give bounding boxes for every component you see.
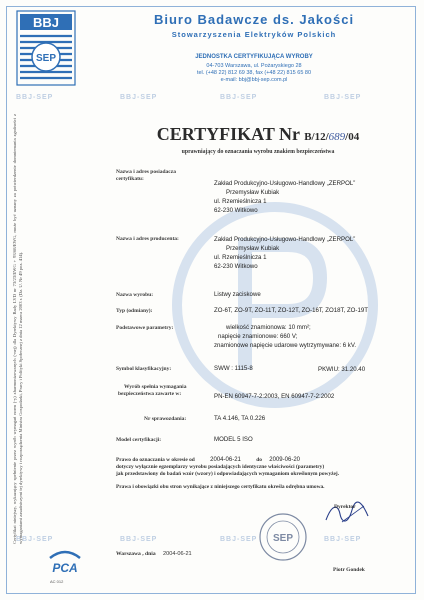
signature-label: Dyrektor [334, 504, 356, 510]
holder-line4: 62-230 Witkowo [214, 207, 258, 214]
stamp-text: SEP [272, 533, 294, 544]
model-value: MODEL 5 ISO [214, 436, 253, 443]
holder-value [214, 179, 355, 215]
requirements-value: PN-EN 60947-7-2:2003, EN 60947-7-2:2002 [214, 393, 335, 400]
watermark-text: BBJ-SEP [16, 536, 54, 543]
header-phone: tel. (+48 22) 812 69 38, fax (+48 22) 815 65 80 [196, 70, 312, 76]
logo-text: BBJ [32, 15, 60, 30]
place-date-label: Warszawa , dnia [116, 551, 156, 557]
legal-note: Certyfikat niniejszy, wykazujący spełnienie przez wyrób wymagań norm (-y) zharmonizowanych (-nej) dla Dyrektywy Rady LVD nr 73/23/EWG + 93/68/EWG, może być uznany za potwierdzenie domniemania zgodności z wymaganiami zasadniczymi tej dyrektywy i rozporządzenia Ministra Gospodarki, Pracy i Polityki Społecznej z dnia 12 marca 2003 r. (Dz. U. Nr 49 poz. 414). [12, 114, 24, 544]
holder-label-line1: Nazwa i adres posiadacza [116, 169, 176, 175]
place-date [116, 551, 192, 557]
signer-name: Piotr Gondek [333, 567, 365, 573]
watermark-text: BBJ-SEP [324, 536, 362, 543]
validity-paragraph [116, 457, 406, 491]
watermark-text: BBJ-SEP [220, 94, 258, 101]
holder-line3: ul. Rzemieślnicza 1 [214, 198, 267, 205]
product-name-label: Nazwa wyrobu: [116, 292, 154, 298]
product-param1: wielkość znamionowa: 10 mm²; [226, 324, 311, 331]
requirements-label [118, 384, 187, 398]
validity-to: 2009-06-20 [269, 457, 300, 463]
validity-text4: jak przedstawiony do badań wzór (wzory) i odpowiadających wymaganiom określonym powyżej. [116, 471, 340, 477]
legal-note-vertical [12, 114, 72, 544]
header-unit: JEDNOSTKA CERTYFIKUJĄCA WYROBY [195, 54, 313, 60]
certificate-number-prefix: B/12/ [304, 131, 329, 143]
product-name: Listwy zaciskowe [214, 291, 261, 298]
watermark-text: BBJ-SEP [120, 94, 158, 101]
producer-line3: ul. Rzemieślnicza 1 [214, 254, 267, 261]
requirements-label-line1: Wyrób spełnia wymagania [124, 384, 187, 390]
validity-line1 [116, 457, 406, 464]
classification-pkwiu: PKWIU: 31.20.40 [318, 366, 366, 373]
certificate-number-handwritten: 689 [328, 131, 346, 143]
pca-text: PCA [52, 561, 78, 575]
watermark-row-top [8, 94, 416, 108]
product-param2: napięcie znamionowe: 660 V; [218, 333, 298, 340]
certificate-subtitle: uprawniający do oznaczania wyrobu znakiem bezpieczeństwa [181, 149, 335, 155]
sep-stamp-icon [258, 512, 308, 562]
watermark-text: BBJ-SEP [220, 536, 258, 543]
product-types-label: Typ (odmiany): [116, 308, 153, 314]
product-param3: znamionowe napięcie udarowe wytrzymywane: 6 kV. [214, 342, 357, 349]
watermark-text: BBJ-SEP [324, 94, 362, 101]
sep-watermark-icon [170, 200, 380, 410]
holder-label-line2: certyfikatu: [116, 176, 144, 182]
product-params-label: Podstawowe parametry: [116, 325, 174, 331]
classification-sww: SWW : 1115-8 [214, 365, 253, 372]
producer-label: Nazwa i adres producenta: [116, 236, 179, 242]
header-subtitle: Stowarzyszenia Elektryków Polskich [171, 30, 337, 39]
watermark-text: BBJ-SEP [16, 94, 54, 101]
header-title: Biuro Badawcze ds. Jakości [153, 12, 355, 27]
validity-text1: Prawo do oznaczania w okresie od [116, 457, 195, 463]
product-types: ZO-6T, ZO-9T, ZO-11T, ZO-12T, ZO-16T, ZO18T, ZO-19T [214, 307, 368, 314]
certificate-number-suffix: /04 [345, 131, 360, 143]
logo-sub-text: SEP [35, 53, 57, 64]
watermark-text: BBJ-SEP [120, 536, 158, 543]
model-label: Model certyfikacji: [116, 437, 162, 443]
place-date-value: 2004-06-21 [163, 551, 192, 557]
validity-from: 2004-06-21 [210, 457, 241, 463]
holder-label [116, 169, 176, 183]
producer-value [214, 235, 355, 271]
classification-label: Symbol klasyfikacyjny: [116, 366, 172, 372]
requirements-label-line2: bezpieczeństwa zawarte w: [118, 391, 182, 397]
validity-text5: Prawa i obowiązki obu stron wynikające z niniejszego certyfikatu określa odrębna umowa. [116, 484, 325, 490]
holder-line2: Przemysław Kubiak [226, 189, 280, 196]
holder-line1: Zakład Produkcyjno-Usługowo-Handlowy „ZERPOL” [214, 180, 356, 187]
validity-text3: dotyczy wyłącznie egzemplarzy wyrobu posiadających identyczne właściwości (parametry) [116, 464, 325, 470]
certificate-title [100, 124, 416, 145]
producer-line1: Zakład Produkcyjno-Usługowo-Handlowy „ZERPOL” [214, 236, 356, 243]
producer-line2: Przemysław Kubiak [226, 245, 280, 252]
bbj-sep-logo-icon [16, 10, 76, 86]
accreditation-code: AC 012 [50, 579, 64, 584]
header-email: e-mail: bbj@bbj-sep.com.pl [220, 77, 288, 83]
header-address: 04-703 Warszawa, ul. Pożaryskiego 28 [206, 63, 302, 69]
certificate-title-text: CERTYFIKAT Nr [156, 124, 300, 144]
header-address-block [94, 63, 414, 84]
report-label: Nr sprawozdania: [144, 416, 187, 422]
pca-accreditation-icon [46, 548, 84, 578]
producer-line4: 62-230 Witkowo [214, 263, 258, 270]
product-params [214, 323, 356, 350]
report-value: TA 4.146, TA 0.226 [214, 415, 266, 422]
validity-text2: do [256, 457, 262, 463]
